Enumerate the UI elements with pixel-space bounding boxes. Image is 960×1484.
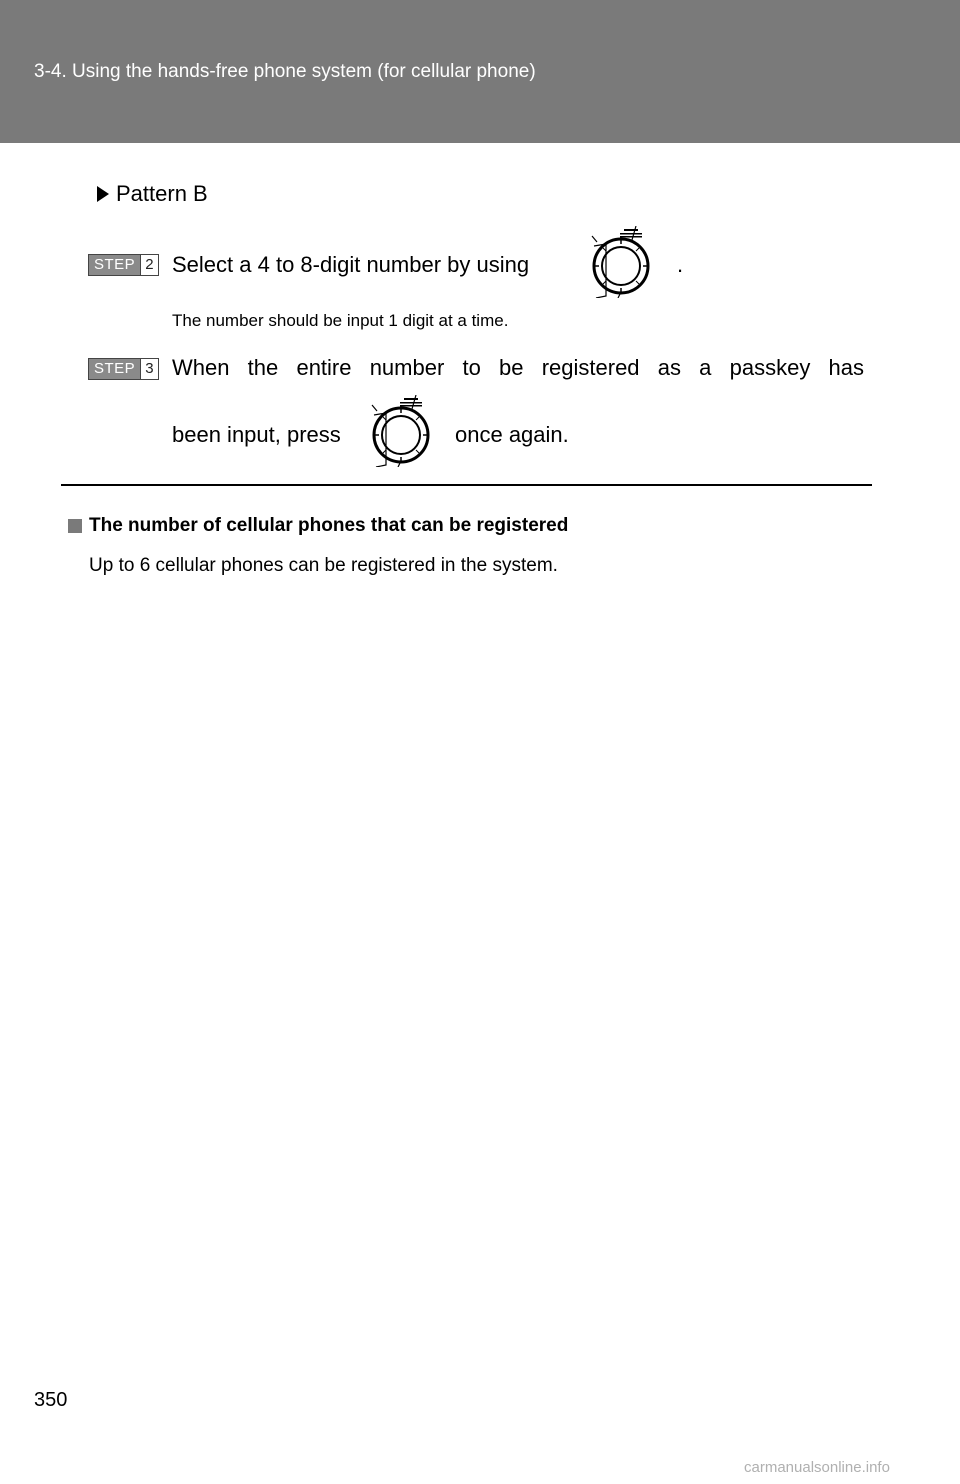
step-3-badge [88,358,159,380]
watermark: carmanualsonline.info [744,1459,890,1476]
tune-file-dial-icon [368,395,442,467]
step-2-badge-number: 2 [140,255,157,275]
pattern-heading [97,181,208,207]
step-3-line-1: When the entire number to be registered as a passkey has [172,355,864,380]
step-3-badge-number: 3 [140,359,157,379]
tune-file-dial-icon [588,226,662,298]
step-2-text-period: . [677,252,684,277]
section-heading [68,515,568,537]
step-2-note: The number should be input 1 digit at a time. [172,311,509,330]
section-heading-text: The number of cellular phones that can be registered [89,515,569,536]
page-number: 350 [34,1389,68,1411]
section-divider [61,484,872,486]
header-title: 3-4. Using the hands-free phone system (for cellular phone) [34,61,536,82]
square-bullet-icon [68,519,82,533]
pattern-label: Pattern B [116,181,208,206]
header-band [0,0,960,143]
step-3-badge-label: STEP [89,359,140,379]
step-3-line-2-end: once again. [455,422,569,447]
step-2-badge-label: STEP [89,255,140,275]
step-3-line-2: been input, press [172,422,341,447]
triangle-arrow-icon [97,186,109,202]
step-2-badge [88,254,159,276]
section-body: Up to 6 cellular phones can be registered in the system. [89,555,558,576]
step-2-text: Select a 4 to 8-digit number by using [172,252,530,277]
